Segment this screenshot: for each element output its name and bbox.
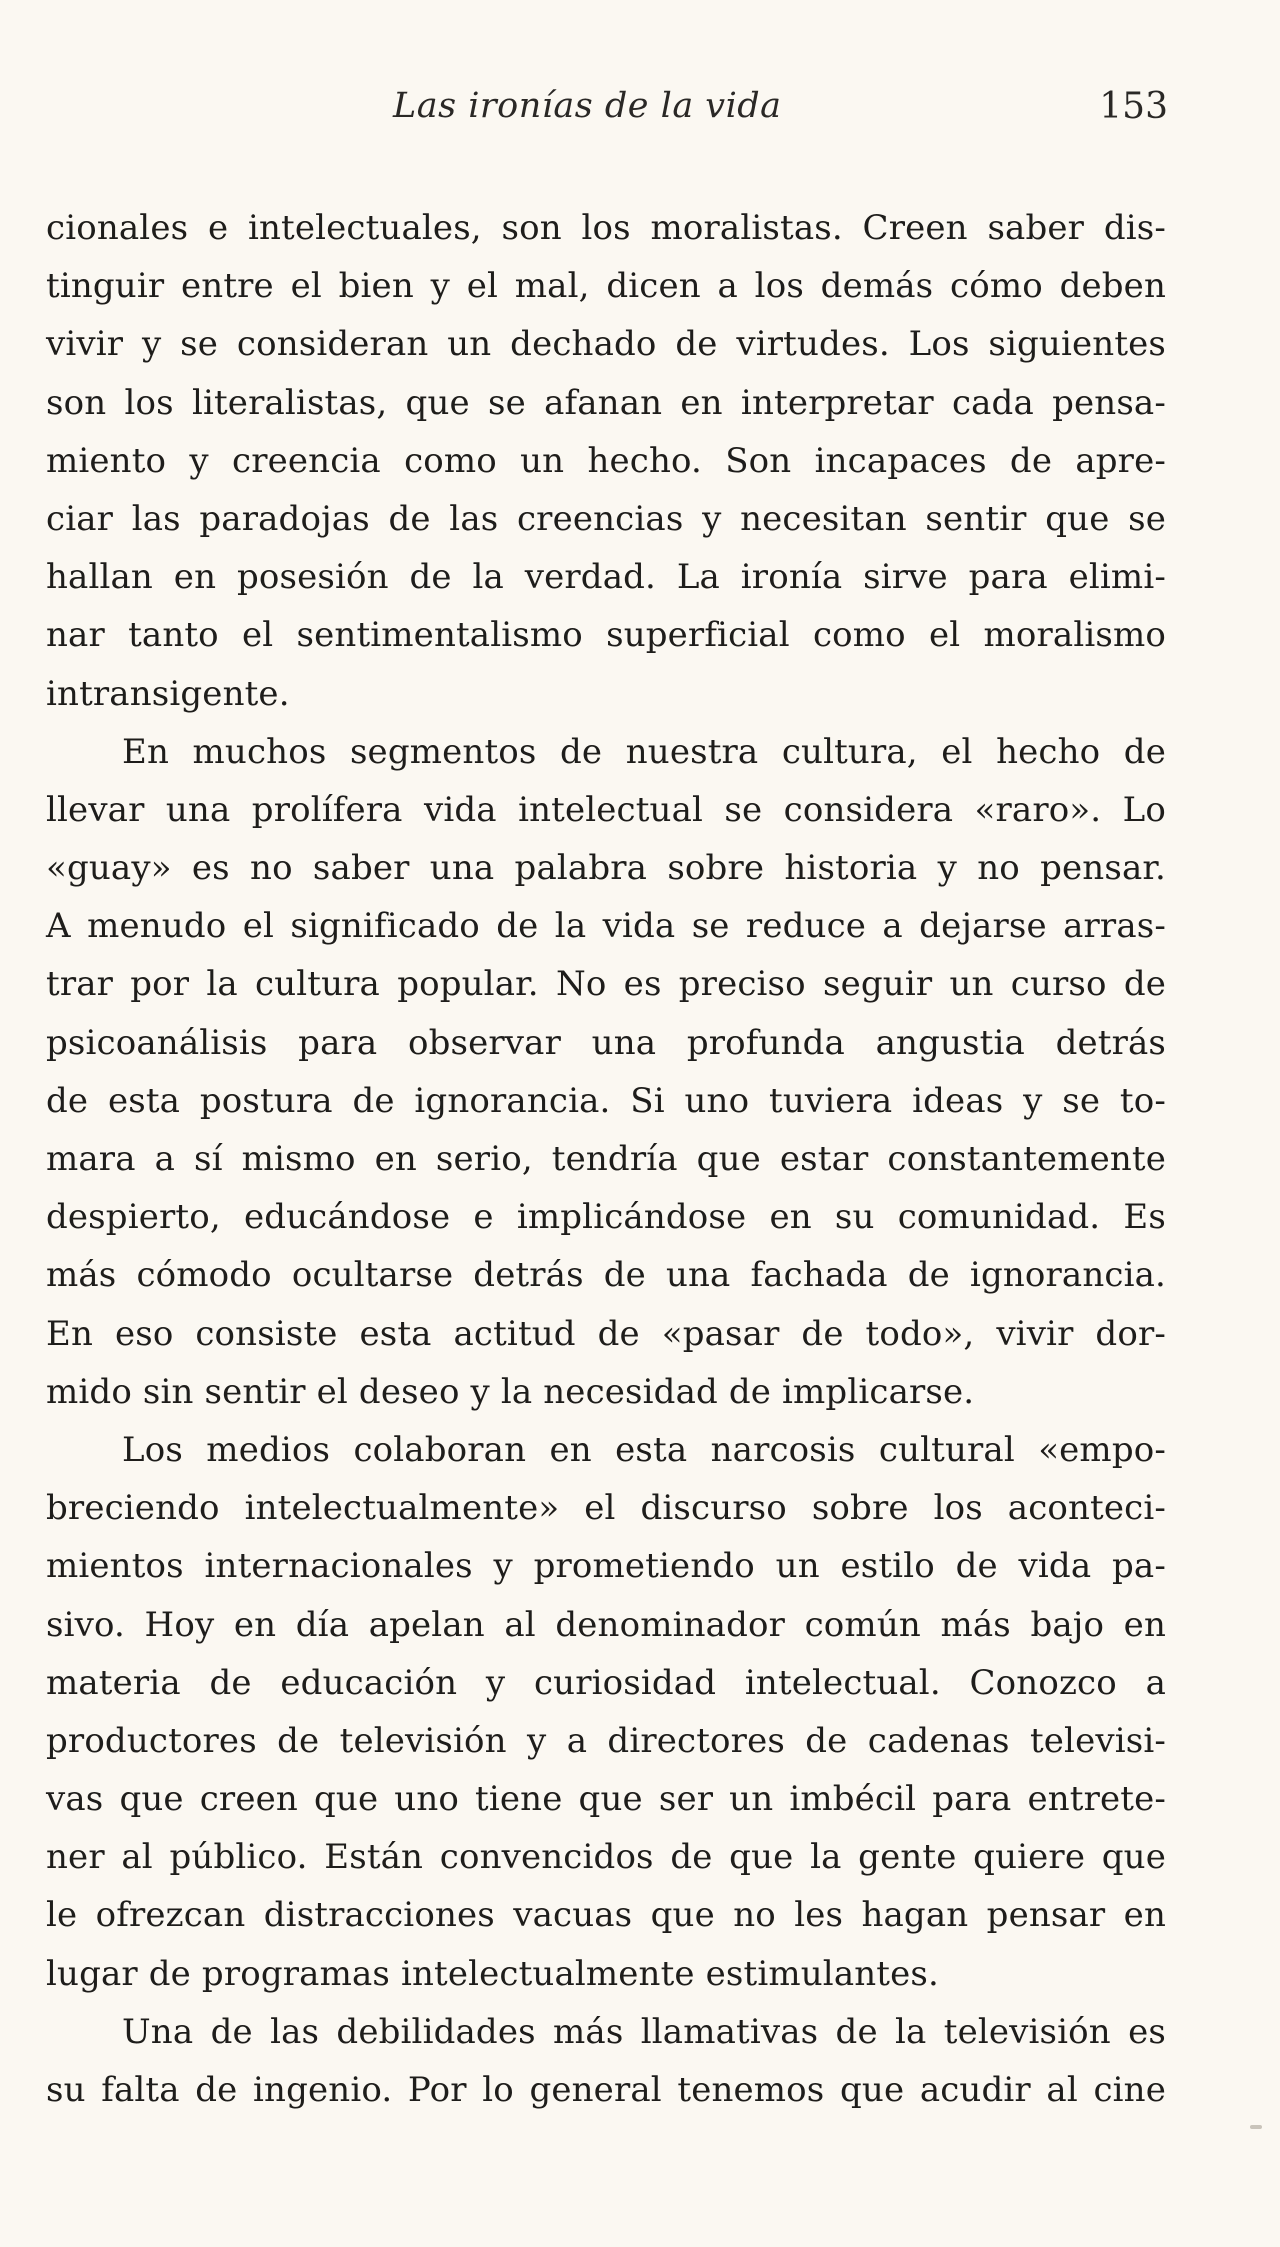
text-line: productores de televisión y a directores de cadenas televisi- bbox=[46, 1720, 1166, 1761]
text-line: mara a sí mismo en serio, tendría que estar constantemente bbox=[46, 1139, 1166, 1179]
text-line: más cómodo ocultarse detrás de una fachada de ignorancia. bbox=[46, 1255, 1166, 1296]
text-line: psicoanálisis para observar una profunda angustia detrás bbox=[46, 1022, 1166, 1063]
text-line: ciar las paradojas de las creencias y necesitan sentir que se bbox=[46, 498, 1166, 539]
paragraph-start-line: Los medios colaboran en esta narcosis cultural «empo- bbox=[122, 1429, 1166, 1470]
text-line: lugar de programas intelectualmente estimulantes. bbox=[46, 1953, 939, 1994]
page-number: 153 bbox=[1099, 86, 1168, 127]
scan-mark bbox=[1250, 2125, 1262, 2129]
text-line: le ofrezcan distracciones vacuas que no les hagan pensar en bbox=[46, 1895, 1166, 1936]
text-line: despierto, educándose e implicándose en su comunidad. Es bbox=[46, 1197, 1166, 1238]
text-line: mientos internacionales y prometiendo un estilo de vida pa- bbox=[46, 1546, 1166, 1587]
text-line: son los literalistas, que se afanan en interpretar cada pensa- bbox=[46, 382, 1166, 423]
text-line: su falta de ingenio. Por lo general tenemos que acudir al cine bbox=[46, 2070, 1166, 2110]
body-text bbox=[46, 199, 1166, 2119]
text-line: llevar una prolífera vida intelectual se considera «raro». Lo bbox=[46, 789, 1166, 830]
text-line: materia de educación y curiosidad intelectual. Conozco a bbox=[46, 1662, 1166, 1703]
running-title: Las ironías de la vida bbox=[393, 86, 782, 126]
text-line: nar tanto el sentimentalismo superficial como el moralismo bbox=[46, 615, 1166, 656]
text-line: tinguir entre el bien y el mal, dicen a los demás cómo deben bbox=[46, 266, 1166, 307]
text-line: de esta postura de ignorancia. Si uno tuviera ideas y se to- bbox=[46, 1080, 1166, 1121]
text-line: miento y creencia como un hecho. Son incapaces de apre- bbox=[46, 440, 1166, 481]
text-line: intransigente. bbox=[46, 673, 290, 714]
text-line: En eso consiste esta actitud de «pasar de todo», vivir dor- bbox=[46, 1313, 1166, 1354]
text-line: mido sin sentir el deseo y la necesidad de implicarse. bbox=[46, 1371, 975, 1412]
text-line: vivir y se consideran un dechado de virtudes. Los siguientes bbox=[46, 324, 1166, 365]
text-line: vas que creen que uno tiene que ser un imbécil para entrete- bbox=[46, 1779, 1166, 1820]
running-header bbox=[0, 86, 1280, 136]
text-line: sivo. Hoy en día apelan al denominador común más bajo en bbox=[46, 1604, 1166, 1645]
paragraph-start-line: Una de las debilidades más llamativas de la televisión es bbox=[122, 2011, 1166, 2052]
text-line: cionales e intelectuales, son los moralistas. Creen saber dis- bbox=[46, 208, 1166, 248]
text-line: hallan en posesión de la verdad. La ironía sirve para elimi- bbox=[46, 557, 1166, 598]
text-line: trar por la cultura popular. No es preciso seguir un curso de bbox=[46, 964, 1166, 1005]
text-line: breciendo intelectualmente» el discurso sobre los aconteci- bbox=[46, 1488, 1166, 1529]
text-line: A menudo el significado de la vida se reduce a dejarse arras- bbox=[46, 906, 1166, 947]
text-line: «guay» es no saber una palabra sobre historia y no pensar. bbox=[46, 848, 1166, 889]
paragraph-start-line: En muchos segmentos de nuestra cultura, el hecho de bbox=[122, 731, 1166, 772]
text-line: ner al público. Están convencidos de que la gente quiere que bbox=[46, 1837, 1166, 1878]
